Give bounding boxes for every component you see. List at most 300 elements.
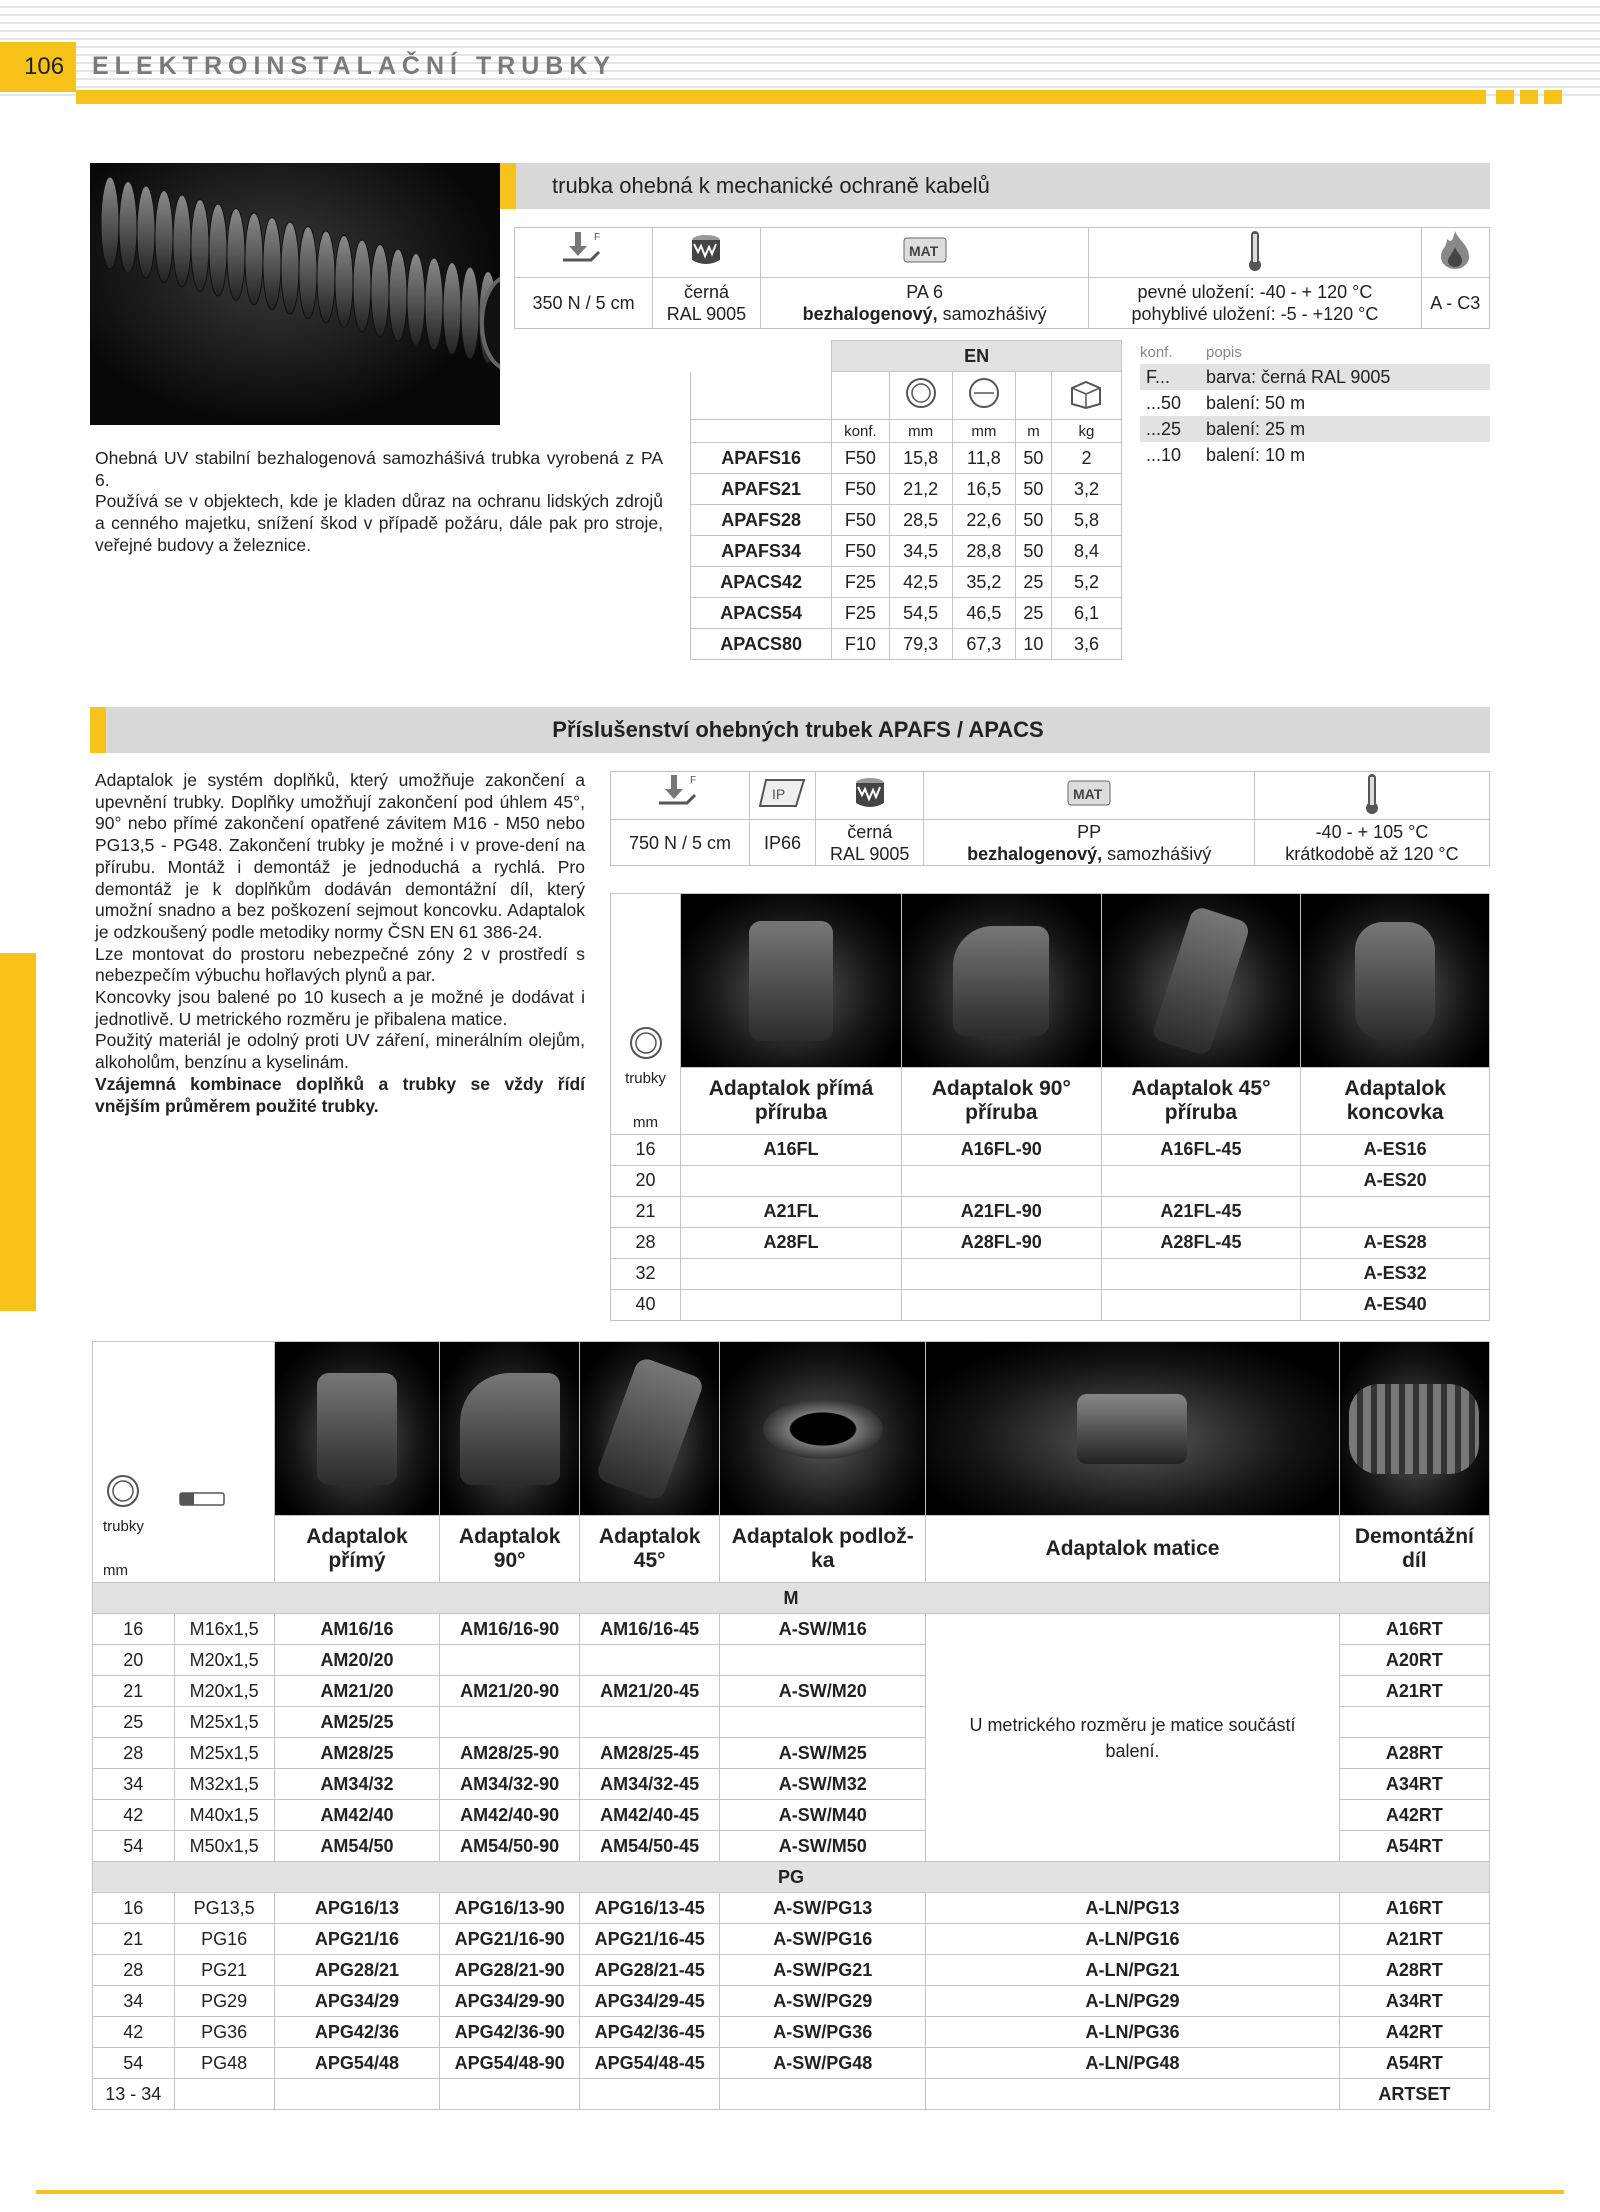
size-cell: M40x1,5 [174,1800,274,1831]
table-cell: F50 [832,505,889,536]
force-icon [561,230,607,275]
product-code: APACS80 [691,629,832,660]
s2-prop-value [749,820,815,866]
size-cell: PG29 [174,1986,274,2017]
product-code: A-LN/PG13 [926,1893,1339,1924]
size-cell: M50x1,5 [174,1831,274,1862]
s2-prop-line: -40 - + 105 °C [1315,821,1429,842]
tube-photo [90,163,500,425]
s2-prop-rest: samozhášivý [1102,843,1212,864]
table-row [691,567,1122,598]
col-adapter-90: Adaptalok 90° [440,1516,580,1583]
s1-prop-value [760,278,1088,329]
trubky-label: trubky [625,1069,666,1087]
table-cell: 28,5 [889,505,952,536]
s1-prop-line: pevné uložení: -40 - + 120 °C [1137,282,1373,302]
product-code: A-SW/M25 [720,1738,926,1769]
size-cell: PG48 [174,2048,274,2079]
table-cell: 5,2 [1051,567,1121,598]
mm-label: mm [633,1113,658,1131]
product-code: APG16/13 [274,1893,439,1924]
en-header: EN [832,341,1122,372]
size-cell: M20x1,5 [174,1645,274,1676]
product-code [681,1289,902,1320]
size-cell: 20 [93,1645,175,1676]
tube-ribs [101,177,497,364]
svg-text:MAT: MAT [1073,786,1103,802]
svg-text:MAT: MAT [908,243,938,259]
table-cell: F50 [832,443,889,474]
product-code: A28RT [1339,1738,1489,1769]
table-cell: F10 [832,629,889,660]
s1-prop-icon-cell [515,228,653,278]
product-code: A21FL-90 [901,1196,1101,1227]
table-row [691,536,1122,567]
product-code: A28FL-90 [901,1227,1101,1258]
s2-prop-icon-cell [749,772,815,820]
header-square [1544,90,1562,104]
product-code [1339,1707,1489,1738]
table-row [93,1986,1490,2017]
tube-diameter: 32 [611,1258,681,1289]
units-spacer [691,420,832,443]
product-code: AM34/32-90 [440,1769,580,1800]
side-tab [0,953,36,1311]
product-code: APAFS16 [691,443,832,474]
s2-prop-icon-cell [816,772,924,820]
product-code: A-ES28 [1301,1227,1490,1258]
product-code: AM16/16 [274,1614,439,1645]
product-code: A28RT [1339,1955,1489,1986]
header-square [1520,90,1538,104]
unit-label: mm [952,420,1015,443]
product-code: A16FL [681,1134,902,1165]
s2-prop-line: IP66 [763,832,801,853]
product-code: ARTSET [1339,2079,1489,2110]
s2-prop-line: RAL 9005 [830,843,910,864]
konf-desc: barva: černá RAL 9005 [1206,366,1391,387]
trubky-mm-label [93,1516,275,1583]
s2-prop-line: krátkodobě až 120 °C [1285,843,1459,864]
product-code: A20RT [1339,1645,1489,1676]
material-mat-icon [903,235,947,270]
svg-text:F: F [689,775,697,786]
s2-prop-line: černá [847,821,893,842]
product-code: APG42/36 [274,2017,439,2048]
product-code [1301,1196,1490,1227]
table-cell: 54,5 [889,598,952,629]
product-code [720,1707,926,1738]
page-number: 106 [0,42,76,92]
tube-diameter-icon-cell [611,894,681,1068]
tube-diameter-icon [103,1471,143,1511]
svg-text:IP: IP [772,786,786,802]
section-title: Příslušenství ohebných trubek APAFS / APACS [552,717,1044,742]
product-code: A16FL-90 [901,1134,1101,1165]
product-code: APG28/21-90 [440,1955,580,1986]
table-cell: 15,8 [889,443,952,474]
product-code: AM42/40-45 [580,1800,720,1831]
tube-diameter-icon [626,1023,666,1063]
product-code: A-SW/M32 [720,1769,926,1800]
col-end-cap: Adaptalok koncovka [1301,1068,1490,1135]
size-cell: 21 [93,1676,175,1707]
section-banner-accessories [90,707,1490,753]
product-code: APG21/16-45 [580,1924,720,1955]
flange-straight-photo [681,894,902,1068]
size-cell: 34 [93,1769,175,1800]
table-cell: 25 [1015,598,1051,629]
table-cell: 2 [1051,443,1121,474]
product-code: AM34/32 [274,1769,439,1800]
tube-diameter: 21 [611,1196,681,1227]
size-cell: PG21 [174,1955,274,1986]
product-code: A-LN/PG48 [926,2048,1339,2079]
tube-diameter: 20 [611,1165,681,1196]
product-code [681,1165,902,1196]
konf-desc: balení: 10 m [1206,444,1306,465]
tube-thread-icon-cell [93,1342,275,1516]
product-code: A-ES32 [1301,1258,1490,1289]
size-cell [174,2079,274,2110]
product-code: AM34/32-45 [580,1769,720,1800]
size-cell: 54 [93,1831,175,1862]
product-code: APG34/29-90 [440,1986,580,2017]
tube-dimension-table [690,340,1122,660]
product-code: AM28/25-90 [440,1738,580,1769]
product-code: A21RT [1339,1924,1489,1955]
size-cell: 28 [93,1738,175,1769]
force-icon [657,773,703,818]
metric-nut-note: U metrického rozměru je matice součástí balení. [926,1614,1339,1862]
product-code: A-SW/M16 [720,1614,926,1645]
color-paint-icon [686,230,726,275]
table-row [93,1893,1490,1924]
s2-prop-line: 750 N / 5 cm [628,832,731,853]
s1-prop-line: černá [683,282,729,302]
s1-prop-icon-cell [1089,228,1421,278]
corrugated-tube-image [90,163,500,425]
product-code: APG54/48-45 [580,2048,720,2079]
s1-prop-line: A - C3 [1430,293,1481,313]
table-cell: 3,6 [1051,629,1121,660]
product-code: A-SW/PG16 [720,1924,926,1955]
size-cell: PG13,5 [174,1893,274,1924]
product-code: AM28/25-45 [580,1738,720,1769]
product-code: AM25/25 [274,1707,439,1738]
product-code: A-SW/M50 [720,1831,926,1862]
product-code: A-SW/M40 [720,1800,926,1831]
accessory-properties-table [610,771,1490,866]
table-row [611,1165,1490,1196]
product-code [1101,1289,1301,1320]
s1-prop-icon-cell [1421,228,1489,278]
product-code: AM21/20-90 [440,1676,580,1707]
product-code: AM42/40-90 [440,1800,580,1831]
flange-adapters-table [610,893,1490,1321]
table-cell: F50 [832,474,889,505]
accessories-description-text: Adaptalok je systém doplňků, který umožňuje zakončení a upevnění trubky. Doplňky umožňují zakončení pod úhlem 45°, 90° nebo přímé zakončení opatřené závitem M16 - M50 nebo PG13,5 - PG48. Zakončení trubky je možné i v prove-dení na přírubu. Montáž i demontáž je jednoduchá a rychlá. Pro demontáž je k doplňkům dodáván demontážní díl, který umožní snadno a bez poškození sejmout koncovku. Adaptalok je odzkoušený podle metodiky normy ČSN EN 61 386-24. Lze montovat do prostoru nebezpečné zóny 2 v prostředí s nebezpečím výbuchu hořlavých plynů a par. Koncovky jsou balené po 10 kusech a je možné je dodávat i jednotlivě. U metrického rozměru je přibalena matice. Použitý materiál je odolný proti UV záření, minerálním olejům, alkoholům, benzínu a kyselinám. [95,770,585,1073]
product-code: A-SW/PG29 [720,1986,926,2017]
product-code: APG54/48-90 [440,2048,580,2079]
table-cell: F25 [832,598,889,629]
product-code: A42RT [1339,2017,1489,2048]
table-cell: 10 [1015,629,1051,660]
tube-diameter: 28 [611,1227,681,1258]
konf-row [1140,442,1490,468]
product-code [926,2079,1339,2110]
s2-prop-value [611,820,750,866]
product-code: A-SW/PG13 [720,1893,926,1924]
col-flange-45: Adaptalok 45° příruba [1101,1068,1301,1135]
s2-prop-value [924,820,1254,866]
product-code: APG42/36-90 [440,2017,580,2048]
table-cell: 46,5 [952,598,1015,629]
table-cell: 50 [1015,443,1051,474]
color-paint-icon [850,773,890,818]
washer-photo [720,1342,926,1516]
product-code [440,2079,580,2110]
material-mat-icon [1067,778,1111,813]
footer-line [36,2190,1564,2194]
tube-properties-table [514,227,1490,329]
product-code: A-SW/PG36 [720,2017,926,2048]
end-cap-photo [1301,894,1490,1068]
size-cell: 13 - 34 [93,2079,175,2110]
header-bar [76,90,1486,104]
product-code: A-LN/PG29 [926,1986,1339,2017]
product-code: AM42/40 [274,1800,439,1831]
product-code [440,1707,580,1738]
table-cell: 3,2 [1051,474,1121,505]
s1-prop-icon-cell [653,228,761,278]
header-square [1496,90,1514,104]
ip-icon [758,778,806,813]
product-code: A-SW/M20 [720,1676,926,1707]
size-cell: PG16 [174,1924,274,1955]
nut-photo [926,1342,1339,1516]
size-cell: M25x1,5 [174,1707,274,1738]
table-row [611,1227,1490,1258]
product-code: A21FL [681,1196,902,1227]
s2-prop-value [1254,820,1489,866]
product-code: A16RT [1339,1893,1489,1924]
product-code [580,1707,720,1738]
konf-code: ...50 [1146,392,1182,413]
s1-prop-bold: bezhalogenový, [802,304,938,324]
configuration-table [1140,340,1490,468]
product-code: APACS54 [691,598,832,629]
table-cell: 67,3 [952,629,1015,660]
product-code: A21FL-45 [1101,1196,1301,1227]
table-row [691,629,1122,660]
konf-desc: balení: 25 m [1206,418,1306,439]
tube-diameter: 40 [611,1289,681,1320]
table-cell: 35,2 [952,567,1015,598]
unit-label: m [1015,420,1051,443]
svg-text:F: F [593,232,600,243]
table-cell: 16,5 [952,474,1015,505]
table-cell: 8,4 [1051,536,1121,567]
product-code: APG28/21-45 [580,1955,720,1986]
product-code: A54RT [1339,1831,1489,1862]
unit-label: kg [1051,420,1121,443]
product-code: AM21/20 [274,1676,439,1707]
col-flange-90: Adaptalok 90° příruba [901,1068,1101,1135]
product-code: A-LN/PG36 [926,2017,1339,2048]
product-code: A16FL-45 [1101,1134,1301,1165]
table-row [691,443,1122,474]
s1-prop-value [653,278,761,329]
size-cell: M20x1,5 [174,1676,274,1707]
product-code: APG42/36-45 [580,2017,720,2048]
product-code: A-ES20 [1301,1165,1490,1196]
table-row [93,1614,1490,1645]
product-code: A28FL-45 [1101,1227,1301,1258]
table-cell: F25 [832,567,889,598]
table-row [93,2079,1490,2110]
col-flange-straight: Adaptalok přímá příruba [681,1068,902,1135]
product-code: A-ES16 [1301,1134,1490,1165]
thermometer-icon [1362,772,1382,819]
s1-prop-line: PA 6 [906,282,943,302]
konf-code: ...10 [1146,444,1182,465]
product-code [720,2079,926,2110]
table-cell: 6,1 [1051,598,1121,629]
flange-90-photo [901,894,1101,1068]
trubky-mm-label [611,1068,681,1135]
konf-code: F... [1146,366,1171,387]
size-cell: M16x1,5 [174,1614,274,1645]
product-code: APG21/16 [274,1924,439,1955]
konf-desc: balení: 50 m [1206,392,1306,413]
table-row [611,1134,1490,1165]
product-code: A-SW/PG21 [720,1955,926,1986]
table-cell: 50 [1015,536,1051,567]
table-cell: 25 [1015,567,1051,598]
product-code: A54RT [1339,2048,1489,2079]
thermometer-icon [1245,229,1265,276]
section-title: trubka ohebná k mechanické ochraně kabelů [552,173,990,198]
s1-prop-line: pohyblivé uložení: -5 - +120 °C [1131,304,1379,324]
table-row [691,505,1122,536]
size-cell: 42 [93,1800,175,1831]
konf-row [1140,390,1490,416]
product-code: APAFS28 [691,505,832,536]
outer-diameter-icon [889,372,952,420]
product-code: A28FL [681,1227,902,1258]
table-row [611,1289,1490,1320]
tube-diameter: 16 [611,1134,681,1165]
adapter-90-photo [440,1342,580,1516]
product-code: AM54/50-45 [580,1831,720,1862]
table-cell: 22,6 [952,505,1015,536]
product-code: A-SW/PG48 [720,2048,926,2079]
table-row [611,1196,1490,1227]
size-cell: M25x1,5 [174,1738,274,1769]
table-cell: 28,8 [952,536,1015,567]
product-code: APG34/29-45 [580,1986,720,2017]
product-code [580,1645,720,1676]
table-cell: 42,5 [889,567,952,598]
product-code: A-LN/PG21 [926,1955,1339,1986]
product-code: AM54/50 [274,1831,439,1862]
product-code [1101,1165,1301,1196]
product-code: AM28/25 [274,1738,439,1769]
table-row [93,1924,1490,1955]
s1-prop-value [1421,278,1489,329]
page-title: ELEKTROINSTALAČNÍ TRUBKY [92,52,617,80]
flange-45-photo [1101,894,1301,1068]
inner-diameter-icon [952,372,1015,420]
product-code: APG28/21 [274,1955,439,1986]
table-row [93,2017,1490,2048]
table-cell: 79,3 [889,629,952,660]
product-code: A-LN/PG16 [926,1924,1339,1955]
s2-prop-value [816,820,924,866]
table-cell: 50 [1015,505,1051,536]
product-code: AM20/20 [274,1645,439,1676]
table-row [93,2048,1490,2079]
s1-prop-line: RAL 9005 [666,304,747,324]
size-cell: 21 [93,1924,175,1955]
table-row [611,1258,1490,1289]
accessories-description [95,770,585,1117]
product-code: A34RT [1339,1986,1489,2017]
table-cell: 50 [1015,474,1051,505]
product-code: AM16/16-45 [580,1614,720,1645]
product-code: APAFS21 [691,474,832,505]
tube-description: Ohebná UV stabilní bezhalogenová samozhášivá trubka vyrobená z PA 6. Používá se v objektech, kde je kladen důraz na ochranu lidských zdrojů a cenného majetku, snížení škod v případě požáru, dále pak pro stroje, veřejné budovy a železnice. [95,448,663,555]
size-cell: 16 [93,1614,175,1645]
col-adapter-45: Adaptalok 45° [580,1516,720,1583]
s2-prop-icon-cell [611,772,750,820]
section-banner-tube [500,163,1490,209]
product-code: A-ES40 [1301,1289,1490,1320]
table-row [691,598,1122,629]
table-cell: 5,8 [1051,505,1121,536]
table-cell: F50 [832,536,889,567]
table-cell: 21,2 [889,474,952,505]
product-code: AM54/50-90 [440,1831,580,1862]
konf-header: konf. [1140,343,1173,361]
product-code: A42RT [1339,1800,1489,1831]
s1-prop-icon-cell [760,228,1088,278]
s1-prop-value [1089,278,1421,329]
trubky-label: trubky [103,1517,144,1535]
col-removal-part: Demontážní díl [1339,1516,1489,1583]
pg-section-label: PG [93,1862,1490,1893]
adapter-straight-photo [274,1342,439,1516]
product-code: APG21/16-90 [440,1924,580,1955]
product-code: APG54/48 [274,2048,439,2079]
product-code: APG16/13-90 [440,1893,580,1924]
product-code [901,1289,1101,1320]
size-cell: 54 [93,2048,175,2079]
s2-prop-icon-cell [924,772,1254,820]
product-code [1101,1258,1301,1289]
header-stripes [0,0,1600,100]
product-code: A21RT [1339,1676,1489,1707]
s1-prop-rest: samozhášivý [937,304,1047,324]
thread-icon [178,1487,228,1511]
size-cell: PG36 [174,2017,274,2048]
popis-header: popis [1206,343,1242,361]
product-code [681,1258,902,1289]
product-code [720,1645,926,1676]
product-code: AM21/20-45 [580,1676,720,1707]
table-row [691,474,1122,505]
